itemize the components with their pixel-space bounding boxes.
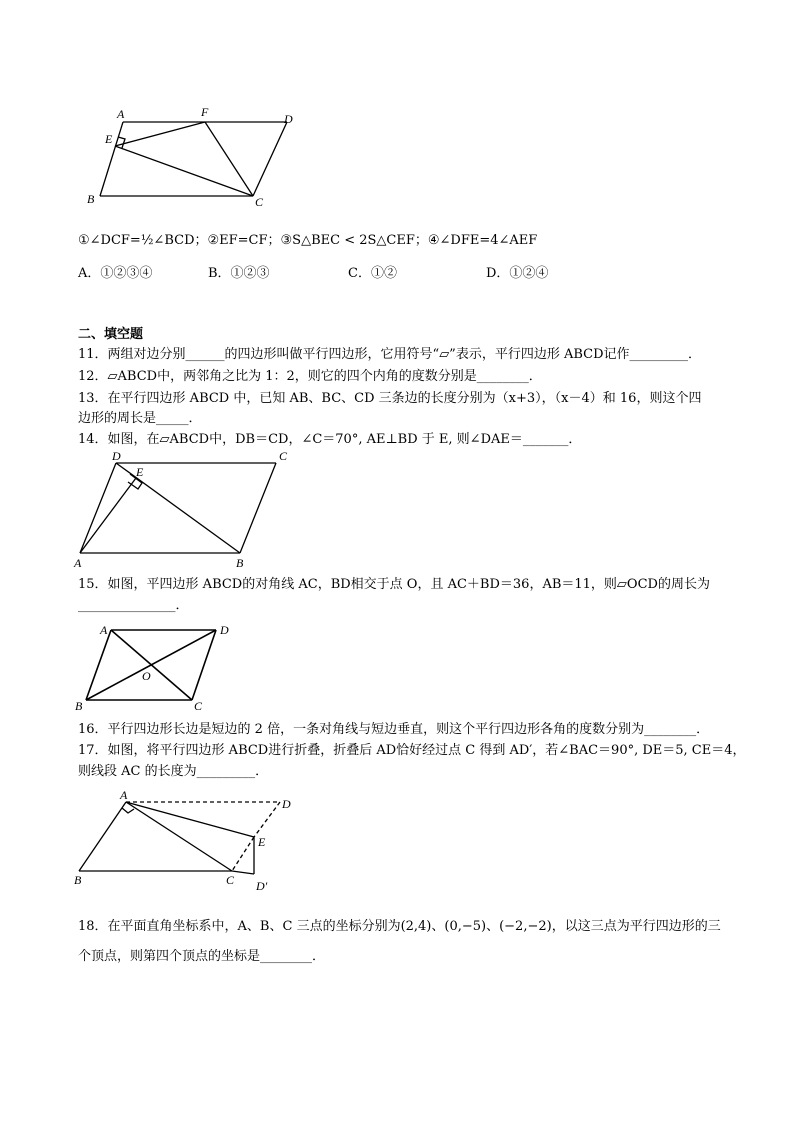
fig10-label-e: E	[105, 132, 113, 146]
fig15-label-o: O	[142, 669, 151, 683]
question-15-line2: _______________．	[78, 598, 189, 613]
fig15-label-a: A	[100, 623, 108, 637]
fig10-label-d: D	[284, 112, 293, 126]
fig15-label-b: B	[75, 699, 83, 713]
fig10-label-b: B	[87, 192, 95, 206]
question-11: 11．两组对边分别______的四边形叫做平行四边形，它用符号“▱”表示，平行四边形 ABCD记作_________．	[78, 347, 702, 362]
fig17-label-d: D	[282, 797, 291, 811]
question-16: 16．平行四边形长边是短边的 2 倍，一条对角线与短边垂直，则这个平行四边形各角的度数分别为________．	[78, 722, 710, 737]
fig17-label-e: E	[258, 835, 266, 849]
fig14-label-e: E	[136, 465, 144, 479]
question-14: 14．如图，在▱ABCD中，DB＝CD，∠C＝70°, AE⊥BD 于 E, 则∠DAE＝_______．	[78, 432, 582, 447]
fig14-label-a: A	[74, 556, 82, 570]
q10-option-a: A．①②③④	[78, 266, 153, 281]
q15-figure	[70, 616, 245, 714]
fig15-label-d: D	[220, 623, 229, 637]
fig17-label-c: C	[226, 873, 235, 887]
question-13-line1: 13．在平行四边形 ABCD 中，已知 AB、BC、CD 三条边的长度分别为（x+3），（x－4）和 16，则这个四	[78, 391, 702, 406]
question-15-line1: 15．如图，平四边形 ABCD的对角线 AC，BD相交于点 O，且 AC＋BD＝36，AB＝11，则▱OCD的周长为	[78, 577, 710, 592]
question-17-line1: 17．如图，将平行四边形 ABCD进行折叠，折叠后 AD恰好经过点 C 得到 AD′，若∠BAC＝90°, DE＝5, CE＝4，	[78, 743, 746, 758]
q10-option-d: D．①②④	[486, 266, 549, 281]
fig14-label-d: D	[112, 449, 121, 463]
q17-figure	[70, 788, 310, 896]
fig10-label-c: C	[255, 195, 264, 209]
section-title: 二、填空题	[78, 327, 144, 342]
fig10-label-f: F	[201, 105, 209, 119]
question-18-line1: 18．在平面直角坐标系中，A、B、C 三点的坐标分别为(2,4)、(0,−5)、(−2,−2)，以这三点为平行四边形的三	[78, 919, 721, 934]
fig10-label-a: A	[117, 107, 125, 121]
question-17-line2: 则线段 AC 的长度为_________．	[78, 764, 269, 779]
q10-figure	[80, 100, 310, 212]
fig14-label-b: B	[236, 556, 244, 570]
question-12: 12．▱ABCD中，两邻角之比为 1：2，则它的四个内角的度数分别是________．	[78, 369, 542, 384]
question-13-line2: 边形的周长是_____．	[78, 411, 202, 426]
fig17-label-a: A	[120, 788, 128, 802]
q10-statements: ①∠DCF=½∠BCD；②EF=CF；③S△BEC < 2S△CEF；④∠DFE=4∠AEF	[78, 233, 538, 248]
question-18-line2: 个顶点，则第四个顶点的坐标是________．	[78, 949, 326, 964]
fig17-label-d-prime: D′	[256, 879, 268, 893]
fig14-label-c: C	[279, 449, 288, 463]
fig15-label-c: C	[194, 699, 203, 713]
q14-figure	[70, 446, 300, 572]
q10-option-b: B．①②③	[208, 266, 270, 281]
q10-option-c: C．①②	[348, 266, 397, 281]
fig17-label-b: B	[74, 873, 82, 887]
